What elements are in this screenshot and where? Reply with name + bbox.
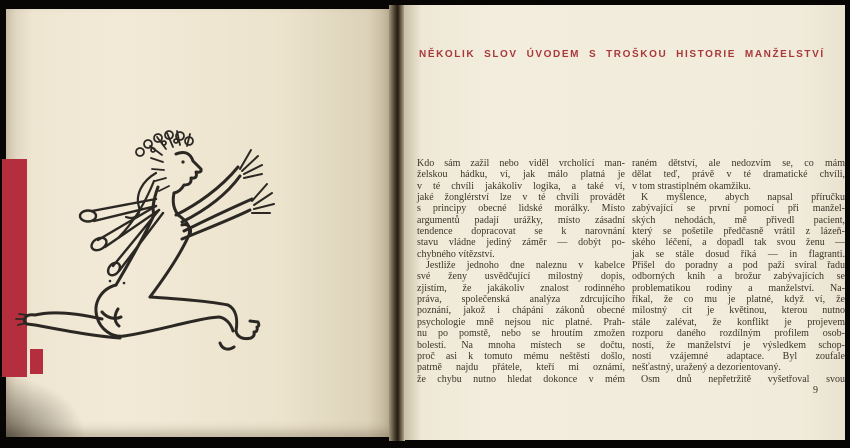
text-line: chybného vítězství. xyxy=(417,248,495,260)
text-line: proč asi k tomuto mému neštěstí došlo, xyxy=(417,350,625,362)
text-line: v té chvíli jakákoliv logika, a také ví, xyxy=(417,180,625,192)
text-line: zjistím, že jakákoliv znalost rodinného xyxy=(417,282,625,294)
text-line: poznání, jakož i chápání zákonů obecné xyxy=(417,305,625,317)
text-line: Kdo sám zažil nebo viděl vrcholící man- xyxy=(417,158,625,169)
text-line: dělat teď, právě v té dramatické chvíli, xyxy=(632,169,845,181)
text-line: nosti vzájemné adaptace. Byl zoufale xyxy=(632,350,845,362)
text-line: problematikou rodiny a manželství. Na- xyxy=(632,282,845,294)
text-line: zabývající se první pomocí při manžel- xyxy=(632,203,845,215)
book-gutter-shadow xyxy=(389,5,405,441)
text-line: psychologie mně nejsou nic platné. Prah- xyxy=(417,316,625,328)
text-line: nešťastný, uražený a dezorientovaný. xyxy=(632,362,781,374)
text-line: argumentů padají urážky, místo zásadní xyxy=(417,214,625,226)
text-line: ských nehodách, mě přivedl pacient, xyxy=(632,214,845,226)
text-line: milostný cit je květinou, kterou nutno xyxy=(632,305,845,317)
text-line: s principy obecné lidské morálky. Místo xyxy=(417,203,625,215)
text-line: práva, společenská analýza zdrcujícího xyxy=(417,294,625,306)
text-line: jak se stále dosud říká — in flagranti. xyxy=(632,248,845,260)
text-line: stavu vládne jediný záměr — dobýt po- xyxy=(417,237,625,249)
text-line: Přišel do poradny a pod paží svíral řadu xyxy=(632,260,845,272)
text-line: stále zalévat, že konflikt je projevem xyxy=(632,316,845,328)
text-line: raném dětství, ale nedozvím se, co mám xyxy=(632,158,845,169)
text-line: Jestliže jednoho dne naleznu v kabelce xyxy=(426,260,625,272)
page-number: 9 xyxy=(813,385,818,396)
page-corner-shadow xyxy=(6,377,86,437)
text-line: své ženy usvědčující milostný dopis, xyxy=(417,271,625,283)
text-column-right xyxy=(632,158,845,385)
text-line: říkal, že co mu je platné, když ví, že xyxy=(632,294,845,306)
text-line: že chybu nutno hledat dokonce v mém xyxy=(417,373,625,385)
text-line: nu po pomstě, nebo se hroutím zmožen xyxy=(417,328,625,340)
text-line: odborných knih a brožur zabývajících se xyxy=(632,271,845,283)
text-line: bolestí. Na mnoha místech se dočtu, xyxy=(417,339,625,351)
text-line: tendence dopracovat se k narovnání xyxy=(417,226,625,238)
chapter-heading: NĚKOLIK SLOV ÚVODEM S TROŠKOU HISTORIE MANŽELSTVÍ xyxy=(419,49,825,60)
text-line: ského léčení, a dopadl tak svou ženu — xyxy=(632,237,845,249)
text-line: který se pošetile předčasně vrátil z lázeň- xyxy=(632,226,845,238)
running-bride-illustration-icon xyxy=(6,9,391,437)
text-line: v tom strastiplném okamžiku. xyxy=(632,180,751,192)
text-line: patrně najdu přátele, kteří mi oznámí, xyxy=(417,362,625,374)
text-line: rozporu daného rozdílným profilem osob- xyxy=(632,328,845,340)
text-line: K myšlence, abych napsal příručku xyxy=(641,192,845,204)
text-line: ností, že manželství je výsledkem schop- xyxy=(632,339,845,351)
text-column-left xyxy=(417,158,625,385)
right-page xyxy=(404,5,845,440)
text-line: želskou hádku, ví, jak málo platná je xyxy=(417,169,625,181)
text-line: Osm dnů nepřetržitě vyšetřoval svou xyxy=(641,373,845,385)
text-line: jaké žonglérství lze v té chvíli provádět xyxy=(417,192,625,204)
left-page xyxy=(6,9,391,437)
